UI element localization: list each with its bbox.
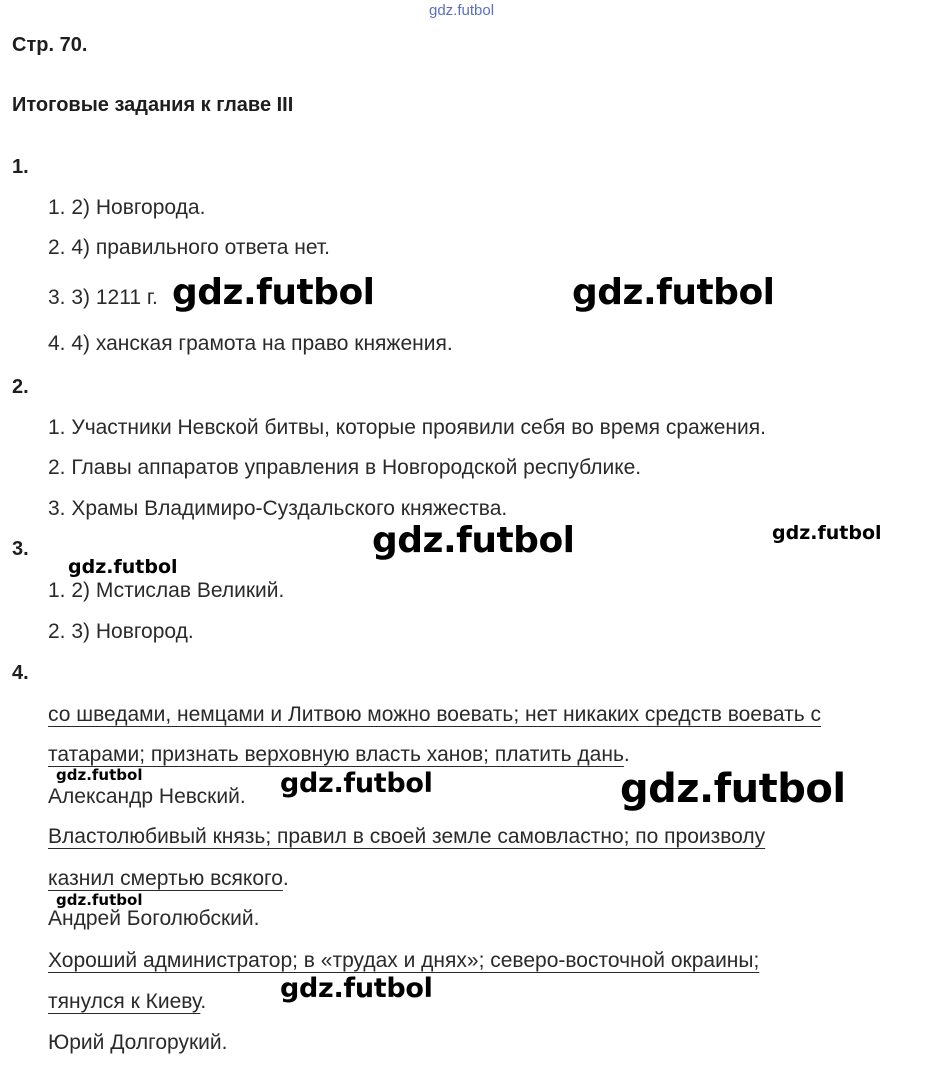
quote-1-line-2-wrap	[48, 743, 630, 767]
quote-3-line-1: Хороший администратор; в «трудах и днях»; северо-восточной окраины;	[48, 949, 760, 972]
task-3-number: 3.	[12, 538, 29, 560]
watermark-overlay: gdz.futbol	[620, 766, 846, 812]
task-2-item: 3. Храмы Владимиро-Суздальского княжества.	[48, 497, 508, 520]
section-title: Итоговые задания к главе III	[12, 94, 294, 116]
task-2-item: 1. Участники Невской битвы, которые проявили себя во время сражения.	[48, 416, 766, 439]
task-1-item: 3. 3) 1211 г.	[48, 286, 158, 309]
task-1-item: 4. 4) ханская грамота на право княжения.	[48, 332, 453, 355]
task-2-item: 2. Главы аппаратов управления в Новгородской республике.	[48, 456, 642, 479]
task-1-number: 1.	[12, 156, 29, 178]
quote-1-line-2: татарами; признать верховную власть ханов; платить дань	[48, 743, 624, 766]
quote-1-line-1: со шведами, немцами и Литвою можно воевать; нет никаких средств воевать с	[48, 703, 822, 726]
watermark-overlay: gdz.futbol	[172, 272, 375, 313]
answer-2: Андрей Боголюбский.	[48, 907, 260, 930]
quote-1-period: .	[623, 743, 630, 766]
task-3-item: 2. 3) Новгород.	[48, 620, 194, 643]
watermark-overlay: gdz.futbol	[56, 891, 143, 909]
task-3-item: 1. 2) Мстислав Великий.	[48, 579, 285, 602]
watermark-top: gdz.futbol	[429, 2, 495, 19]
answer-1: Александр Невский.	[48, 785, 246, 808]
watermark-overlay: gdz.futbol	[572, 272, 775, 313]
quote-2-period: .	[282, 867, 289, 890]
watermark-overlay: gdz.futbol	[280, 973, 433, 1004]
task-4-number: 4.	[12, 662, 29, 684]
quote-2-line-2-wrap	[48, 867, 289, 891]
task-2-number: 2.	[12, 376, 29, 398]
page-label: Стр. 70.	[12, 34, 88, 56]
task-1-item: 1. 2) Новгорода.	[48, 196, 206, 219]
quote-3-line-2-wrap	[48, 990, 206, 1014]
watermark-overlay: gdz.futbol	[68, 556, 178, 578]
watermark-overlay: gdz.futbol	[56, 766, 143, 784]
quote-3-period: .	[200, 990, 207, 1013]
quote-2-line-1: Властолюбивый князь; правил в своей земле самовластно; по произволу	[48, 825, 766, 848]
quote-2-line-2: казнил смертью всякого	[48, 867, 283, 890]
watermark-overlay: gdz.futbol	[280, 768, 433, 799]
task-1-item: 2. 4) правильного ответа нет.	[48, 236, 330, 259]
answer-3: Юрий Долгорукий.	[48, 1031, 228, 1054]
quote-3-line-2: тянулся к Киеву	[48, 990, 201, 1013]
watermark-overlay: gdz.futbol	[372, 520, 575, 561]
watermark-overlay: gdz.futbol	[772, 522, 882, 544]
